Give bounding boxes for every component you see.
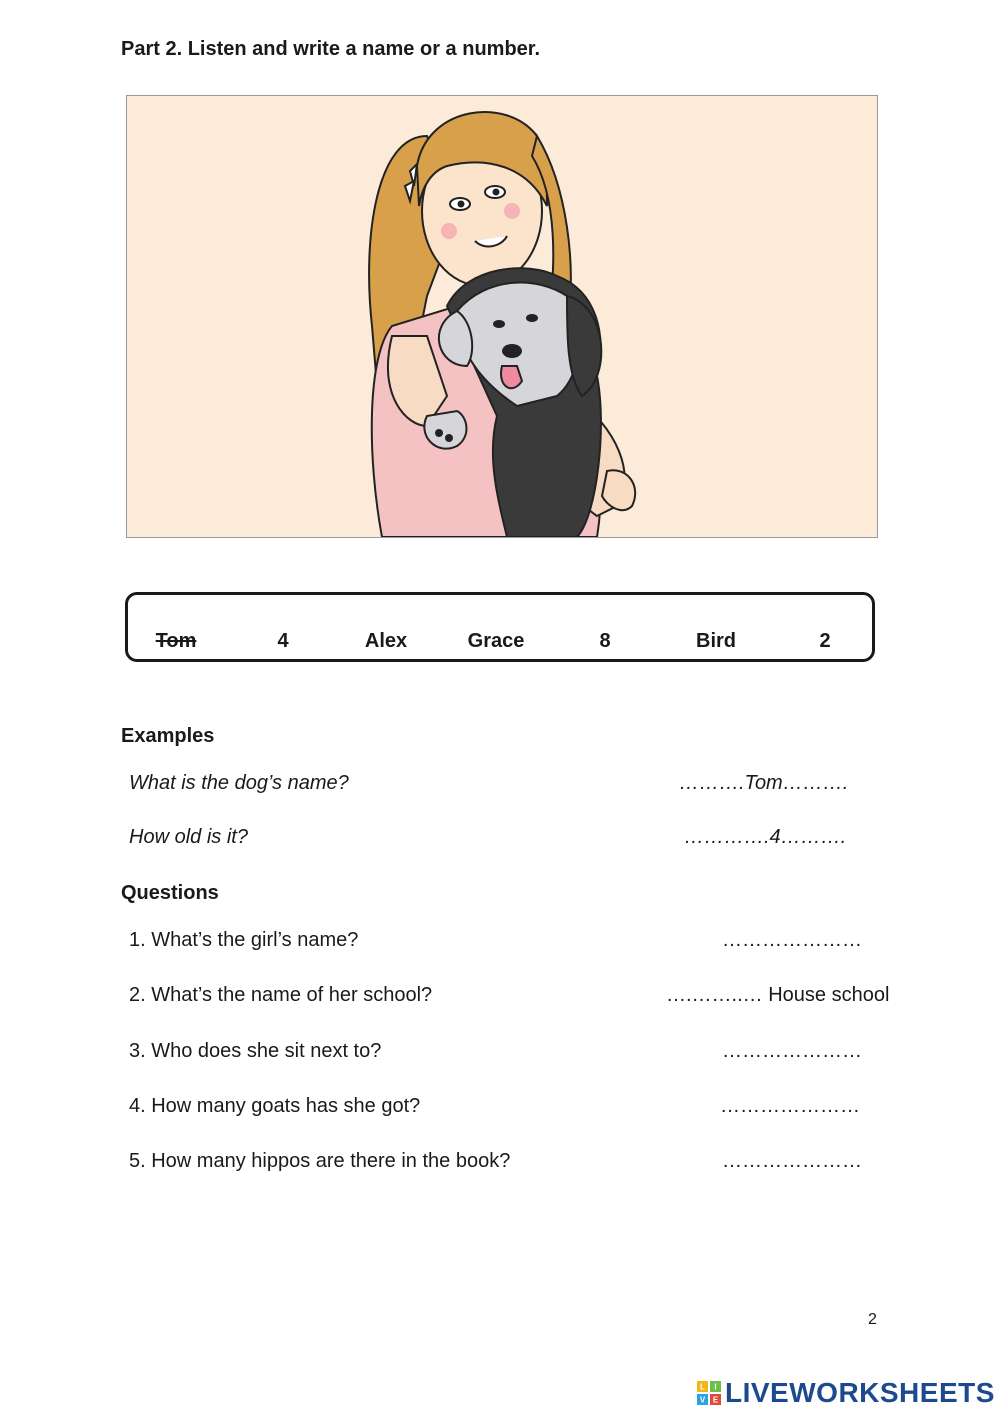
questions-heading: Questions xyxy=(121,882,219,904)
logo-letter: I xyxy=(714,1382,717,1392)
answer-field-1[interactable]: ………………… xyxy=(722,929,862,951)
logo-letter: E xyxy=(712,1395,719,1405)
word-box-item: 2 xyxy=(819,630,831,652)
answer-field-3[interactable]: ………………… xyxy=(722,1040,862,1062)
brand-name: LIVEWORKSHEETS xyxy=(725,1377,995,1408)
examples-heading: Examples xyxy=(121,725,215,747)
question-5: 5. How many hippos are there in the book? xyxy=(129,1150,511,1172)
word-box-item: 8 xyxy=(599,630,611,652)
question-4: 4. How many goats has she got? xyxy=(129,1095,421,1117)
liveworksheets-icon xyxy=(697,1381,721,1405)
page-number: 2 xyxy=(868,1311,877,1328)
example-answer: ………….4………. xyxy=(684,826,847,848)
answer-field-4[interactable]: ………………… xyxy=(720,1095,860,1117)
word-box-item: 4 xyxy=(277,630,289,652)
word-box-item: Alex xyxy=(364,630,408,652)
answer-field-5[interactable]: ………………… xyxy=(722,1150,862,1172)
word-box-item: Grace xyxy=(467,630,525,652)
logo-letter: V xyxy=(699,1395,706,1405)
illustration-svg xyxy=(127,96,877,537)
word-box-item: Tom xyxy=(155,630,197,652)
question-1: 1. What’s the girl’s name? xyxy=(129,929,359,951)
example-question: How old is it? xyxy=(129,826,248,848)
example-question: What is the dog’s name? xyxy=(129,772,349,794)
girl-holding-dog-illustration xyxy=(126,95,878,538)
liveworksheets-logo xyxy=(697,1376,995,1410)
question-2: 2. What’s the name of her school? xyxy=(129,984,433,1006)
example-answer: ……….Tom………. xyxy=(679,772,849,794)
question-3: 3. Who does she sit next to? xyxy=(129,1040,382,1062)
page-title: Part 2. Listen and write a name or a number. xyxy=(121,38,541,60)
logo-letter: L xyxy=(700,1382,705,1392)
word-box-item: Bird xyxy=(696,630,736,652)
answer-field-2[interactable]: ….……..… House school xyxy=(666,984,890,1006)
